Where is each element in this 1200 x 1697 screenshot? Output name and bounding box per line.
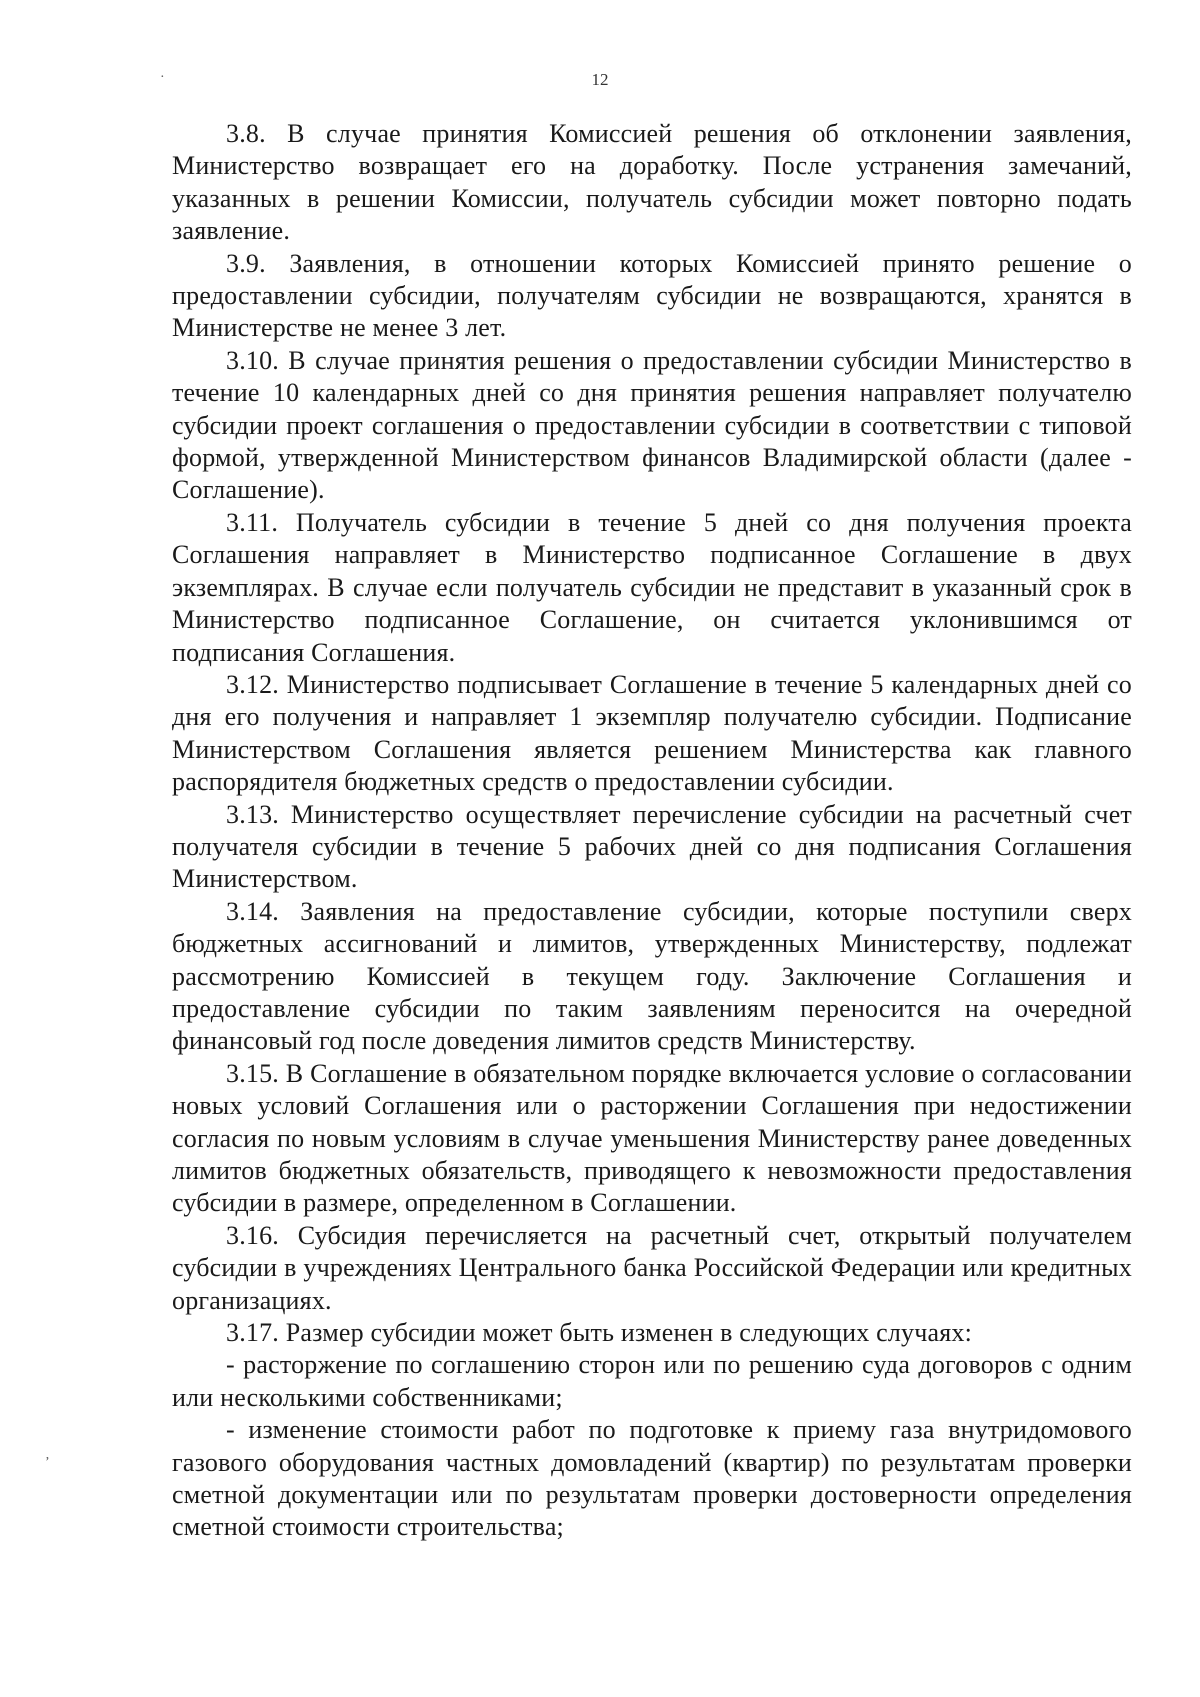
list-item-cost-change: - изменение стоимости работ по подготовке к приему газа внутридомового газового оборудования частных домовладений (квартир) по результатам проверки сметной документации или по результатам проверки достоверности определения сметной стоимости строительства; — [172, 1415, 1132, 1542]
paragraph-3-15: 3.15. В Соглашение в обязательном порядке включается условие о согласовании новых условий Соглашения или о расторжении Соглашения при недостижении согласия по новым условиям в случае уменьшения Министерству ранее доведенных лимитов бюджетных обязательств, приводящего к невозможности предоставления субсидии в размере, определенном в Соглашении. — [172, 1058, 1132, 1218]
paragraph-3-17: 3.17. Размер субсидии может быть изменен в следующих случаях: — [226, 1318, 973, 1348]
paragraph-3-10: 3.10. В случае принятия решения о предоставлении субсидии Министерство в течение 10 календарных дней со дня принятия решения направляет получателю субсидии проект соглашения о предоставлении субсидии в соответствии с типовой формой, утвержденной Министерством финансов Владимирской области (далее - Соглашение). — [172, 345, 1132, 505]
paragraph-3-16: 3.16. Субсидия перечисляется на расчетный счет, открытый получателем субсидии в учреждениях Центрального банка Российской Федерации или кредитных организациях. — [172, 1220, 1132, 1315]
document-body — [172, 118, 1132, 1544]
paragraph-3-12: 3.12. Министерство подписывает Соглашение в течение 5 календарных дней со дня его получения и направляет 1 экземпляр получателю субсидии. Подписание Министерством Соглашения является решением Министерства как главного распорядителя бюджетных средств о предоставлении субсидии. — [172, 669, 1132, 797]
paragraph-3-8: 3.8. В случае принятия Комиссией решения об отклонении заявления, Министерство возвращает его на доработку. После устранения замечаний, указанных в решении Комиссии, получатель субсидии может повторно подать заявление. — [172, 119, 1132, 246]
paragraph-3-11: 3.11. Получатель субсидии в течение 5 дней со дня получения проекта Соглашения направляет в Министерство подписанное Соглашение в двух экземплярах. В случае если получатель субсидии не представит в указанный срок в Министерство подписанное Соглашение, он считается уклонившимся от подписания Соглашения. — [172, 507, 1132, 667]
page-number: 12 — [591, 70, 609, 89]
scan-speck: · — [160, 70, 165, 85]
paragraph-3-13: 3.13. Министерство осуществляет перечисление субсидии на расчетный счет получателя субсидии в течение 5 рабочих дней со дня подписания Соглашения Министерством. — [172, 799, 1132, 894]
list-item-termination: - расторжение по соглашению сторон или по решению суда договоров с одним или несколькими собственниками; — [172, 1350, 1132, 1412]
paragraph-3-14: 3.14. Заявления на предоставление субсидии, которые поступили сверх бюджетных ассигнований и лимитов, утвержденных Министерству, подлежат рассмотрению Комиссией в текущем году. Заключение Соглашения и предоставление субсидии по таким заявлениям переносится на очередной финансовый год после доведения лимитов средств Министерству. — [172, 896, 1132, 1056]
paragraph-3-9: 3.9. Заявления, в отношении которых Комиссией принято решение о предоставлении субсидии, получателям субсидии не возвращаются, хранятся в Министерстве не менее 3 лет. — [172, 248, 1132, 343]
scan-speck: ʼ — [45, 1455, 50, 1470]
